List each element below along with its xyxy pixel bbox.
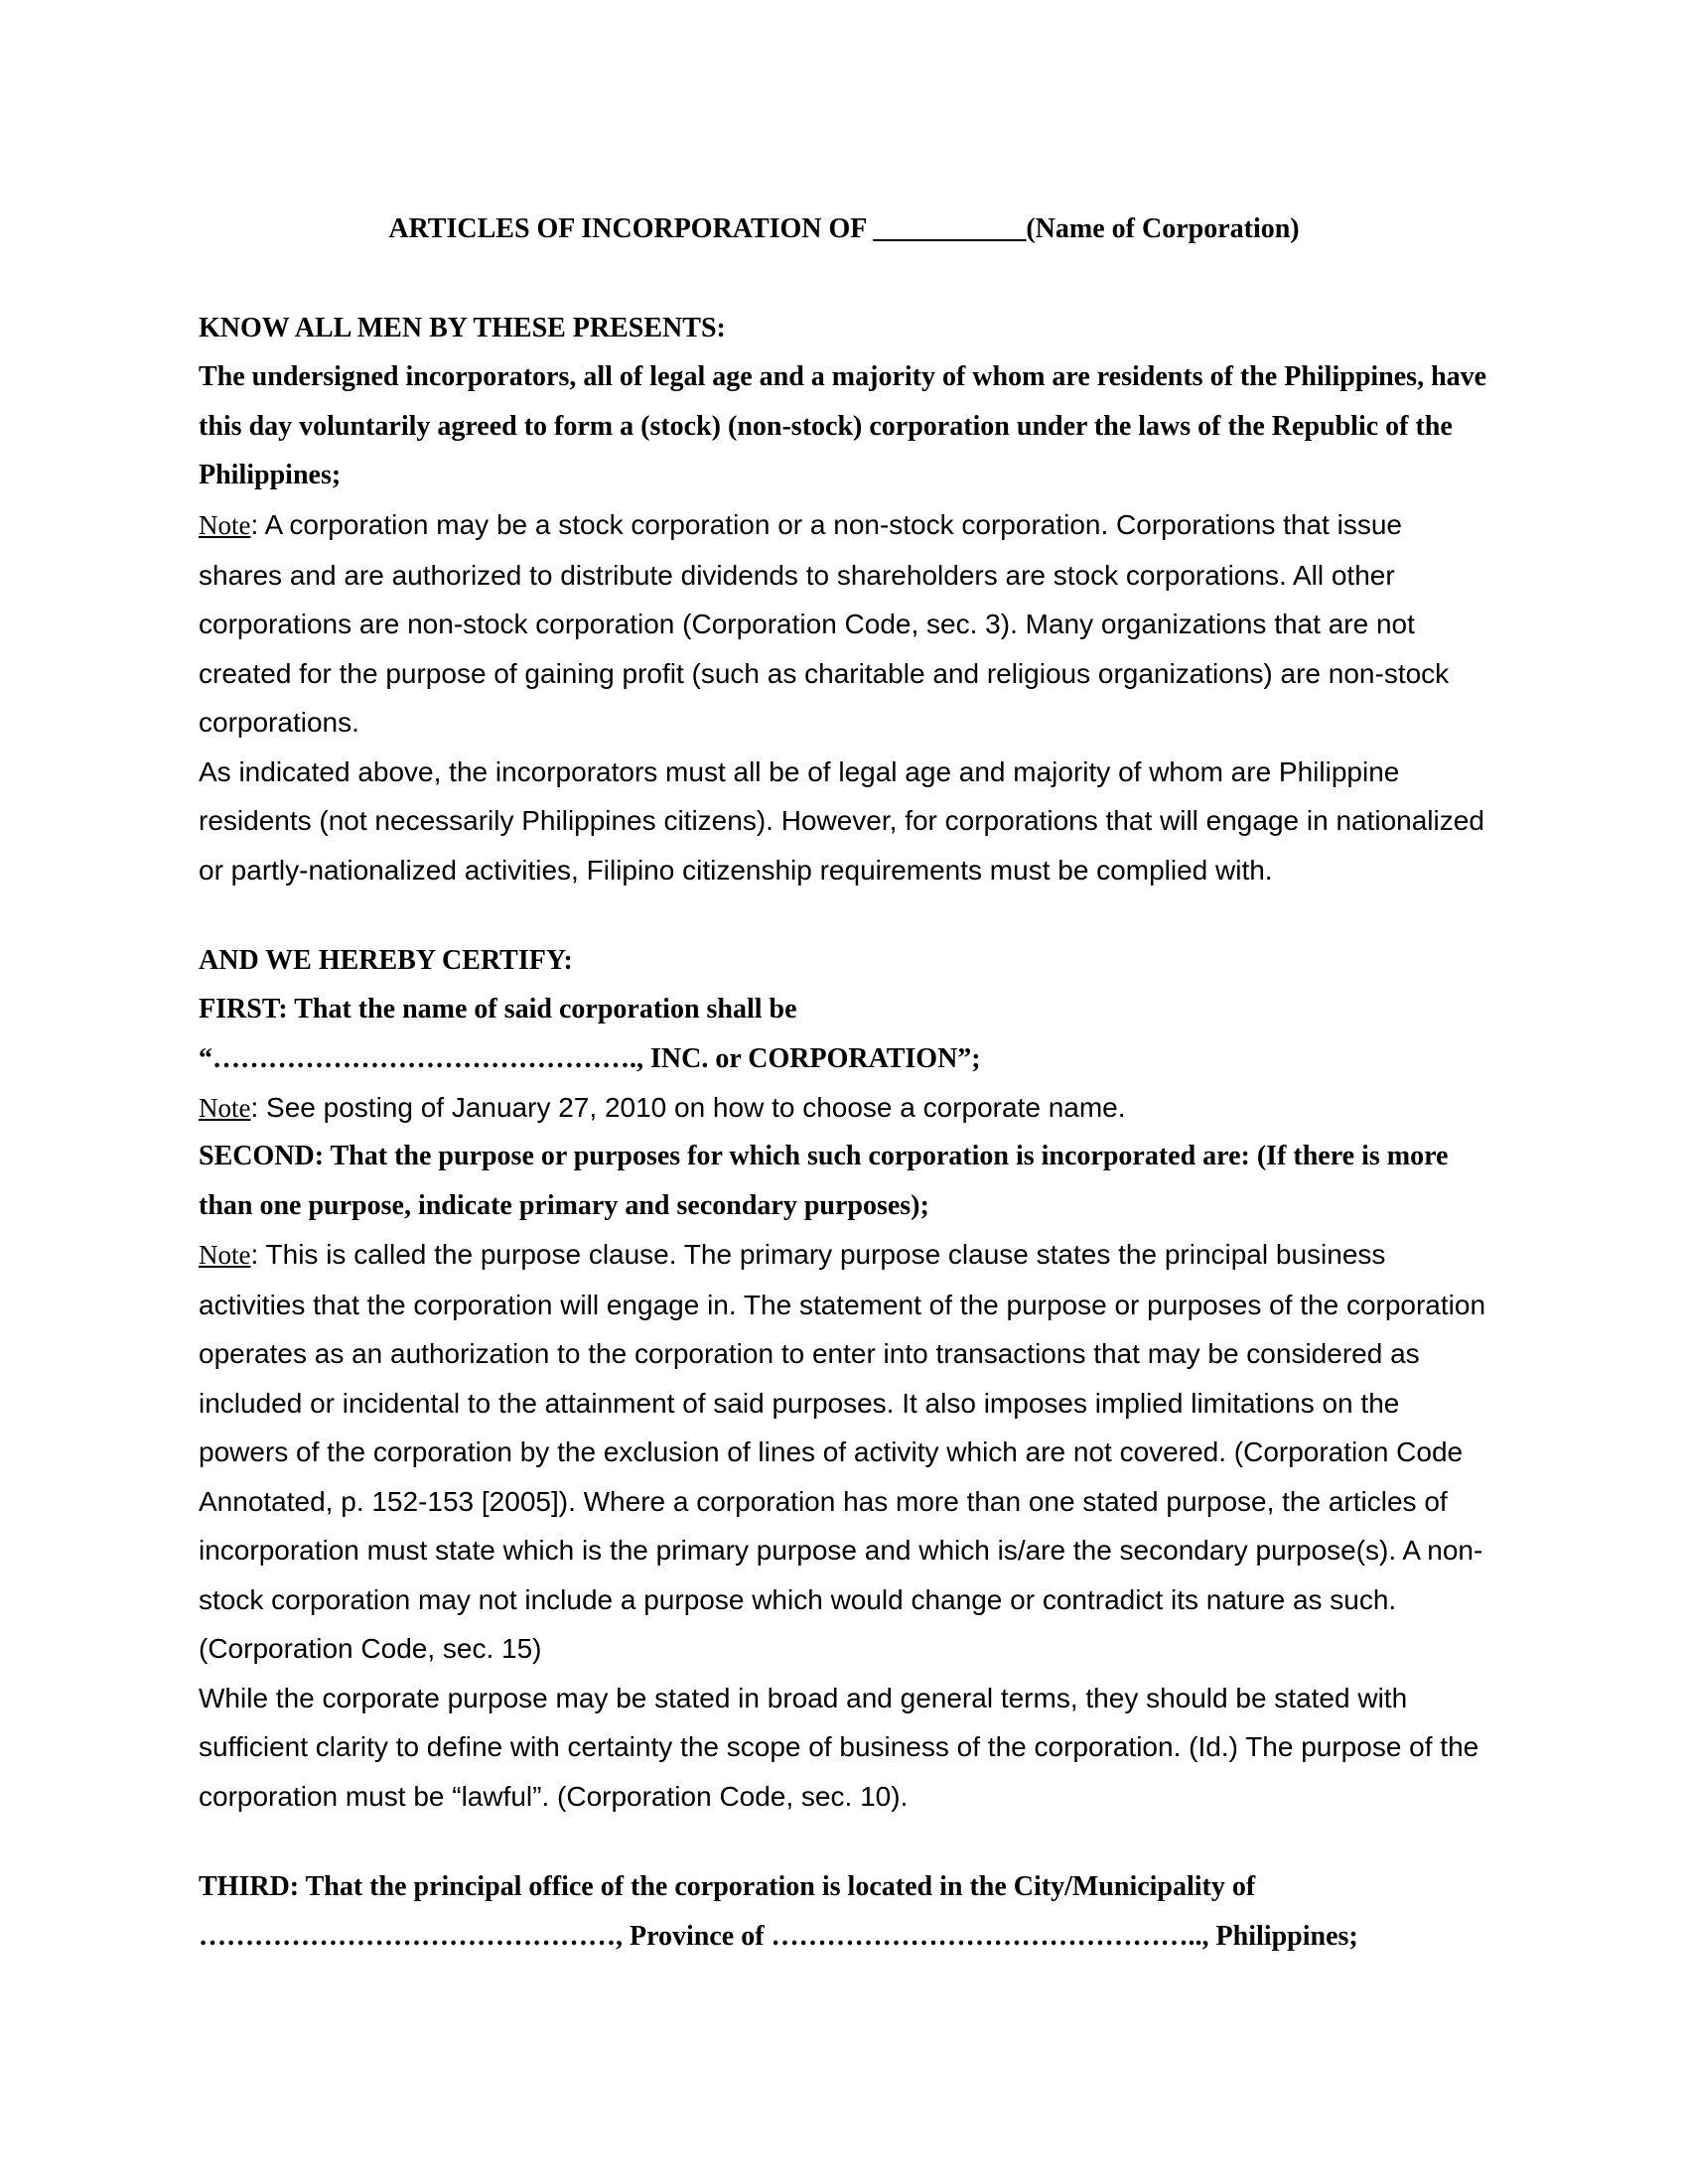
article-second <box>199 1132 1489 1821</box>
article-first-note <box>199 1083 1489 1134</box>
article-second-note-text: : This is called the purpose clause. The primary purpose clause states the principal business activities that the corporation will engage in. The statement of the purpose or purposes of the corporation operates as an authorization to the corporation to enter into transactions that may be considered as included or incidental to the attainment of said purposes. It also imposes implied limitations on the powers of the corporation by the exclusion of lines of activity which are not covered. (Corporation Code Annotated, p. 152-153 [2005]). Where a corporation has more than one stated purpose, the articles of incorporation must state which is the primary purpose and which is/are the secondary purpose(s). A non-stock corporation may not include a purpose which would change or contradict its nature as such. (Corporation Code, sec. 15) <box>199 1239 1486 1664</box>
intro-statement <box>199 352 1489 500</box>
intro-note-paragraph <box>199 500 1489 748</box>
article-first-line2: “………………………………………., INC. or CORPORATION”; <box>199 1042 981 1074</box>
intro-heading <box>199 304 1489 353</box>
article-second-note-2: While the corporate purpose may be stated in broad and general terms, they should be stated with sufficient clarity to define with certainty the scope of business of the corporation. (Id.) The purpose of the corporation must be “lawful”. (Corporation Code, sec. 10). <box>199 1682 1479 1812</box>
article-third-line1: THIRD: That the principal office of the corporation is located in the City/Municipality of <box>199 1871 1256 1902</box>
intro-note <box>199 500 1489 894</box>
article-second-note-label: Note <box>199 1240 251 1270</box>
article-second-note <box>199 1230 1489 1674</box>
article-second-statement: SECOND: That the purpose or purposes for which such corporation is incorporated are: (If there is more than one purpose, indicate primary and secondary purposes); <box>199 1141 1449 1221</box>
intro-heading-text: KNOW ALL MEN BY THESE PRESENTS: <box>199 313 726 343</box>
article-first-note-text: : See posting of January 27, 2010 on how to choose a corporate name. <box>250 1092 1126 1123</box>
article-first <box>199 985 1489 1134</box>
document-title: ARTICLES OF INCORPORATION OF ___________(Name of Corporation) <box>388 213 1300 244</box>
article-first-note-label: Note <box>199 1093 251 1123</box>
article-third <box>199 1862 1489 1961</box>
certify-heading-text: AND WE HEREBY CERTIFY: <box>199 945 573 976</box>
intro-note-paragraph-2: As indicated above, the incorporators must all be of legal age and majority of whom are Philippine residents (not necessarily Philippines citizens). However, for corporations that will engage in nationalized or partly-nationalized activities, Filipino citizenship requirements must be complied with. <box>199 755 1484 886</box>
intro-statement-text: The undersigned incorporators, all of legal age and a majority of whom are residents of the Philippines, have this day voluntarily agreed to form a (stock) (non-stock) corporation under the laws of the Republic of the Philippines; <box>199 361 1487 490</box>
intro-note-text: : A corporation may be a stock corporation or a non-stock corporation. Corporations that issue shares and are authorized to distribute dividends to shareholders are stock corporations. All other corporations are non-stock corporation (Corporation Code, sec. 3). Many organizations that are not created for the purpose of gaining profit (such as charitable and religious organizations) are non-stock corporations. <box>199 509 1450 738</box>
document-page <box>199 0 1489 2184</box>
intro-note-label: Note <box>199 510 251 540</box>
article-third-line2: ………………………………………, Province of ……………………………………….., Philippines; <box>199 1920 1358 1952</box>
article-first-line1: FIRST: That the name of said corporation shall be <box>199 994 797 1024</box>
certify-heading <box>199 936 1489 986</box>
